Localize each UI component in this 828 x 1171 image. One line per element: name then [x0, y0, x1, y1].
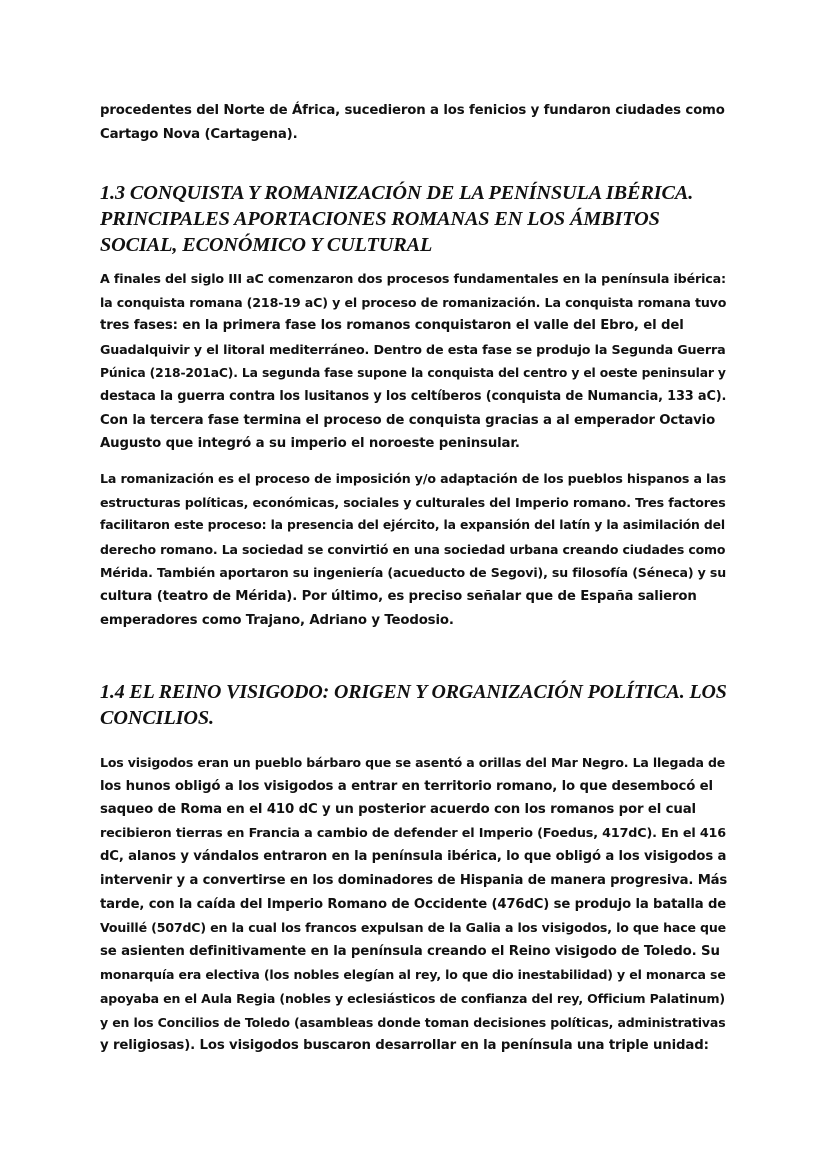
heading-line: SOCIAL, ECONÓMICO Y CULTURAL — [100, 234, 433, 257]
paragraph-line: cultura (teatro de Mérida). Por último, es preciso señalar que de España salieron — [100, 588, 697, 604]
section-13-paragraph-conquest — [100, 267, 730, 456]
paragraph-line: intervenir y a convertirse en los dominadores de Hispania de manera progresiva. Más — [100, 873, 728, 889]
paragraph-line: Los visigodos eran un pueblo bárbaro que se asentó a orillas del Mar Negro. La llegada de — [100, 755, 726, 771]
document-body — [100, 99, 730, 1058]
paragraph-line: monarquía era electiva (los nobles elegían al rey, lo que dio inestabilidad) y el monarca se — [100, 967, 726, 983]
paragraph-line: dC, alanos y vándalos entraron en la península ibérica, lo que obligó a los visigodos a — [100, 849, 727, 865]
paragraph-line: saqueo de Roma en el 410 dC y un posterior acuerdo con los romanos por el cual — [100, 802, 696, 818]
paragraph-line: se asienten definitivamente en la península creando el Reino visigodo de Toledo. Su — [100, 943, 720, 959]
paragraph-line: emperadores como Trajano, Adriano y Teodosio. — [100, 612, 454, 628]
section-13-heading — [100, 180, 730, 258]
paragraph-line: tarde, con la caída del Imperio Romano de Occidente (476dC) se produjo la batalla de — [100, 896, 727, 912]
paragraph-line: Vouillé (507dC) en la cual los francos expulsan de la Galia a los visigodos, lo que hace que — [100, 920, 727, 936]
heading-line: CONCILIOS. — [100, 707, 214, 730]
section-14-heading — [100, 679, 730, 731]
section-13-paragraph-romanization — [100, 467, 730, 632]
paragraph-line: facilitaron este proceso: la presencia del ejército, la expansión del latín y la asimilación del — [100, 518, 725, 533]
paragraph-line: destaca la guerra contra los lusitanos y los celtíberos (conquista de Numancia, 133 aC). — [100, 389, 727, 405]
intro-line: Cartago Nova (Cartagena). — [100, 126, 298, 142]
paragraph-line: y en los Concilios de Toledo (asambleas donde toman decisiones políticas, administrativas — [100, 1014, 726, 1030]
heading-line: 1.4 EL REINO VISIGODO: ORIGEN Y ORGANIZACIÓN POLÍTICA. LOS — [100, 681, 727, 704]
paragraph-line: la conquista romana (218-19 aC) y el proceso de romanización. La conquista romana tuvo — [100, 294, 727, 310]
paragraph-line: recibieron tierras en Francia a cambio de defender el Imperio (Foedus, 417dC). En el 416 — [100, 825, 726, 841]
paragraph-line: apoyaba en el Aula Regia (nobles y eclesiásticos de confianza del rey, Officium Palatinum) — [100, 991, 726, 1007]
paragraph-line: y religiosas). Los visigodos buscaron desarrollar en la península una triple unidad: — [100, 1038, 709, 1054]
intro-paragraph — [100, 99, 730, 146]
paragraph-line: Guadalquivir y el litoral mediterráneo. Dentro de esta fase se produjo la Segunda Guerra — [100, 341, 726, 357]
paragraph-line: tres fases: en la primera fase los romanos conquistaron el valle del Ebro, el del — [100, 318, 684, 334]
paragraph-line: Con la tercera fase termina el proceso de conquista gracias a al emperador Octavio — [100, 412, 716, 428]
paragraph-line: Augusto que integró a su imperio el noroeste peninsular. — [100, 436, 520, 452]
heading-line: 1.3 CONQUISTA Y ROMANIZACIÓN DE LA PENÍNSULA IBÉRICA. — [100, 182, 694, 205]
section-14-paragraph-visigoths — [100, 751, 730, 1058]
paragraph-line: La romanización es el proceso de imposición y/o adaptación de los pueblos hispanos a las — [100, 470, 726, 486]
paragraph-line: estructuras políticas, económicas, sociales y culturales del Imperio romano. Tres factores — [100, 494, 726, 510]
paragraph-line: A finales del siglo III aC comenzaron dos procesos fundamentales en la península ibérica: — [100, 271, 726, 287]
paragraph-line: los hunos obligó a los visigodos a entrar en territorio romano, lo que desembocó el — [100, 778, 713, 794]
heading-line: PRINCIPALES APORTACIONES ROMANAS EN LOS ÁMBITOS — [100, 208, 660, 231]
paragraph-line: Mérida. También aportaron su ingeniería (acueducto de Segovi), su filosofía (Séneca) y su — [100, 565, 727, 581]
intro-line: procedentes del Norte de África, sucedieron a los fenicios y fundaron ciudades como — [100, 103, 725, 118]
paragraph-line: Púnica (218-201aC). La segunda fase supone la conquista del centro y el oeste peninsular y — [100, 365, 726, 380]
paragraph-line: derecho romano. La sociedad se convirtió en una sociedad urbana creando ciudades como — [100, 541, 726, 557]
